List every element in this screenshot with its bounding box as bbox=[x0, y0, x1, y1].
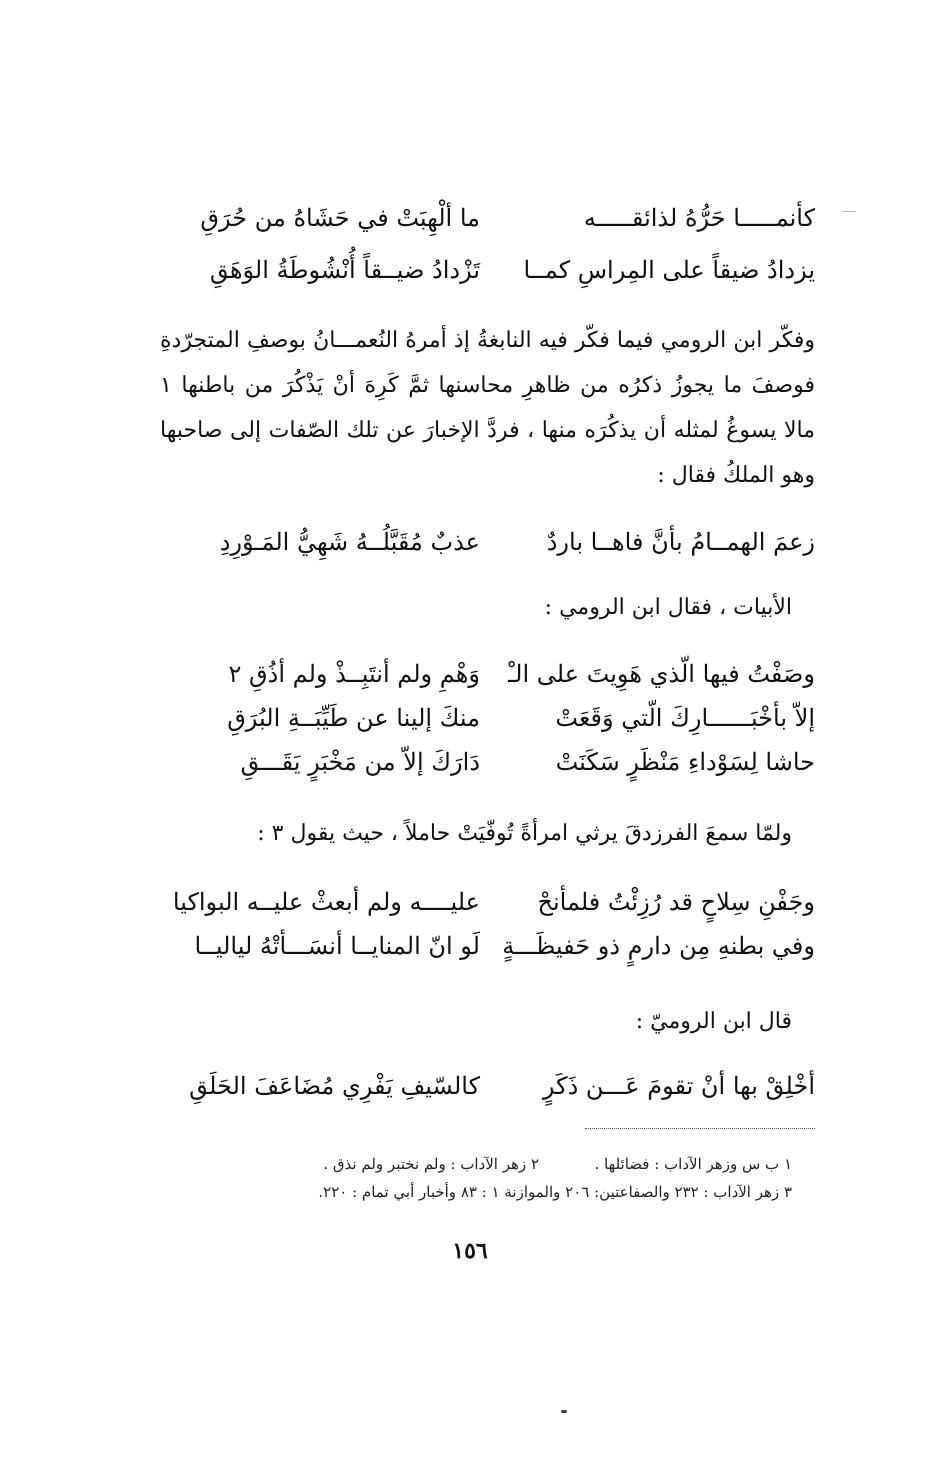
prose-line: ولمّا سمعَ الفرزدقَ يرثي امرأةً تُوفّيَتْ حاملاً ، حيث يقول ٣ : bbox=[257, 821, 792, 846]
verse-first-hemistich: وجَفْنِ سِلاحٍ قد رُزِئْتُ فلمأنحْ bbox=[537, 888, 815, 916]
verse-second-hemistich: تَزْدادُ ضيــقاً أُنْشُوطَةُ الوَهَقِ bbox=[209, 256, 480, 284]
verse-first-hemistich: وفي بطنهِ مِن دارمٍ ذو حَفيظَـــةٍ bbox=[502, 932, 815, 960]
verse-second-hemistich: دَارَكَ إلاّ من مَخْبَرٍ يَقَـــقِ bbox=[240, 748, 480, 776]
verse-line bbox=[160, 520, 815, 564]
verse-first-hemistich: أخْلِقْ بها أنْ تقومَ عَـــن ذَكَرٍ bbox=[542, 1072, 815, 1100]
verse-second-hemistich: كالسّيفِ يَفْرِي مُضَاعَفَ الحَلَقِ bbox=[189, 1072, 480, 1100]
verse-first-hemistich: يزدادُ ضيقاً على المِراسِ كمــا bbox=[523, 256, 815, 284]
verse-first-hemistich: كأنمـــــا حَرُّهُ لذائقـــــه bbox=[583, 204, 815, 232]
verse-first-hemistich: وصَفْتُ فيها الّذي هَوِيتَ على الـْ bbox=[508, 660, 815, 688]
prose-paragraph: وفكّر ابن الرومي فيما فكّر فيه النابغةُ إذ أمرهُ النُعمـــانُ بوصفِ المتجرّدةِ فوصفَ ما يجوزُ ذكرُه من ظاهرِ محاسنها ثمَّ كَرِهَ أنْ يَذْكُرَ من باطنها ١ مالا يسوغُ لمثله أن يذكُرَه منها ، فردَّ الإخبارَ عن تلك الصّفات إلى صاحبها وهو الملكُ فقال : bbox=[160, 328, 815, 488]
footnote-separator bbox=[585, 1128, 815, 1129]
prose-line: قال ابن الروميّ : bbox=[635, 1009, 792, 1034]
verse-line bbox=[160, 196, 815, 240]
scan-edge-mark bbox=[842, 211, 856, 212]
scan-speck bbox=[561, 1410, 567, 1413]
verse-line bbox=[160, 880, 815, 924]
verse-line bbox=[160, 696, 815, 740]
footnote: ١ ب س وزهر الآداب : فضائلها . bbox=[594, 1155, 792, 1173]
verse-second-hemistich: وَهْمِ ولم أنتَبِــذْ ولم أذُقِ ٢ bbox=[228, 660, 480, 688]
footnote: ٣ زهر الآداب : ٢٣٢ والصفاعتين: ٢٠٦ والموازنة ١ : ٨٣ وأخبار أبي تمام : ٢٢٠. bbox=[318, 1183, 792, 1201]
verse-line bbox=[160, 248, 815, 292]
verse-line bbox=[160, 1064, 815, 1108]
verse-second-hemistich: ما ألْهِبَتْ في حَشَاهُ من حُرَقِ bbox=[200, 204, 480, 232]
verse-second-hemistich: لَو انّ المنايــا أنسَـــأتْهُ لياليــا bbox=[194, 932, 480, 960]
verse-second-hemistich: منكَ إلينا عن طَيِّبَــةِ البُرَقِ bbox=[227, 704, 480, 732]
verse-line bbox=[160, 740, 815, 784]
verse-first-hemistich: إلاّ بأخْبَــــــارِكَ الّتي وَقَعَتْ bbox=[555, 704, 815, 732]
verse-line bbox=[160, 652, 815, 696]
prose-line: الأبيات ، فقال ابن الرومي : bbox=[544, 595, 792, 620]
verse-first-hemistich: حاشا لِسَوْداءِ مَنْظَرٍ سَكَنَتْ bbox=[555, 748, 815, 776]
verse-second-hemistich: عذبٌ مُقَبَّلُــهُ شَهِيُّ المَـوْرِدِ bbox=[219, 528, 480, 556]
footnote: ٢ زهر الآداب : ولم نختبر ولم نذق . bbox=[323, 1155, 539, 1173]
verse-first-hemistich: زعمَ الهمــامُ بأنَّ فاهــا باردٌ bbox=[546, 528, 815, 556]
page-number: ١٥٦ bbox=[452, 1238, 488, 1264]
verse-line bbox=[160, 924, 815, 968]
verse-second-hemistich: عليــــه ولم أبعثْ عليــه البواكيا bbox=[172, 888, 480, 916]
